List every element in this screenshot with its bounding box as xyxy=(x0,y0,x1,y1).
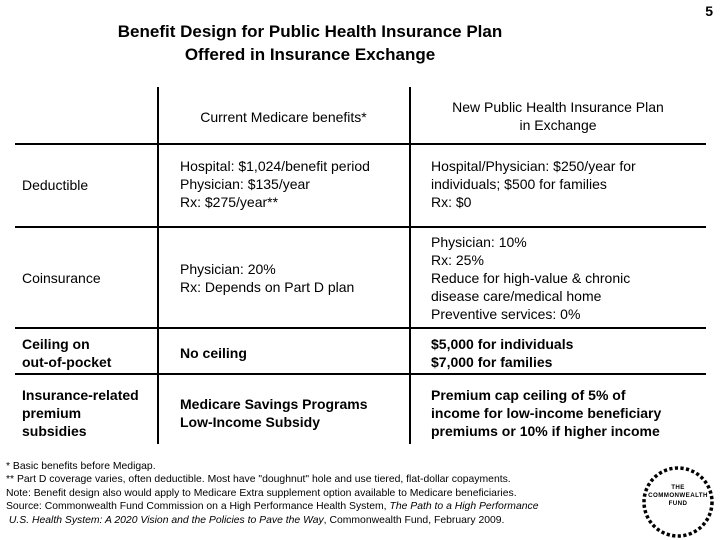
source-title-part-2: U.S. Health System: A 2020 Vision and the Policies to Pave the Way xyxy=(8,514,324,526)
source-suffix: , Commonwealth Fund, February 2009. xyxy=(323,514,505,526)
footnote-basic-benefits: * Basic benefits before Medigap. xyxy=(6,461,156,472)
column-header-new-plan: New Public Health Insurance Plan in Exchange xyxy=(452,99,664,133)
footnote-part-d: ** Part D coverage varies, often deductible. Most have "doughnut" hole and use tiered, flat-dollar copayments. xyxy=(6,474,511,486)
page-title xyxy=(90,20,530,66)
coinsurance-new-plan: Physician: 10% Rx: 25% Reduce for high-value & chronic disease care/medical home Preventive services: 0% xyxy=(431,234,631,322)
logo-text-the: THE xyxy=(671,484,685,491)
deductible-new-plan: Hospital/Physician: $250/year for individuals; $500 for families Rx: $0 xyxy=(431,158,636,210)
column-header-current-medicare: Current Medicare benefits* xyxy=(200,109,367,125)
row-label-ceiling-out-of-pocket: Ceiling on out-of-pocket xyxy=(22,336,112,370)
logo-text-fund: FUND xyxy=(668,500,688,507)
footnote-benefit-design-note: Note: Benefit design also would apply to Medicare Extra supplement option available to Medicare beneficiaries. xyxy=(6,487,517,499)
premium-subsidies-new-plan: Premium cap ceiling of 5% of income for low-income beneficiary premiums or 10% if higher income xyxy=(431,387,662,439)
footnote-source-line-2 xyxy=(6,514,538,527)
benefit-design-table xyxy=(15,87,706,444)
coinsurance-current: Physician: 20% Rx: Depends on Part D plan xyxy=(180,261,355,295)
row-label-premium-subsidies: Insurance-related premium subsidies xyxy=(22,387,139,439)
row-label-coinsurance: Coinsurance xyxy=(22,270,101,286)
table-divider-row2 xyxy=(15,327,706,329)
table-divider-row1 xyxy=(15,226,706,228)
logo-text-commonwealth: COMMONWEALTH xyxy=(648,492,708,499)
commonwealth-fund-logo-text xyxy=(640,484,716,508)
title-line-1: Benefit Design for Public Health Insurance Plan xyxy=(117,22,503,41)
source-prefix: Source: Commonwealth Fund Commission on a High Performance Health System, xyxy=(6,501,390,513)
title-line-2: Offered in Insurance Exchange xyxy=(184,45,436,64)
row-label-deductible: Deductible xyxy=(22,177,89,193)
source-title-part-1: The Path to a High Performance xyxy=(389,501,539,513)
table-divider-right xyxy=(409,87,411,444)
footnotes xyxy=(6,460,538,527)
table-divider-row3 xyxy=(15,373,706,375)
premium-subsidies-current: Medicare Savings Programs Low-Income Subsidy xyxy=(180,396,368,430)
ceiling-current: No ceiling xyxy=(180,345,247,361)
ceiling-new-plan: $5,000 for individuals $7,000 for families xyxy=(431,336,574,370)
page-number: 5 xyxy=(705,3,713,19)
deductible-current: Hospital: $1,024/benefit period Physician: $135/year Rx: $275/year** xyxy=(180,158,370,210)
footnote-source-line-1 xyxy=(6,500,538,513)
table-divider-header xyxy=(15,143,706,145)
